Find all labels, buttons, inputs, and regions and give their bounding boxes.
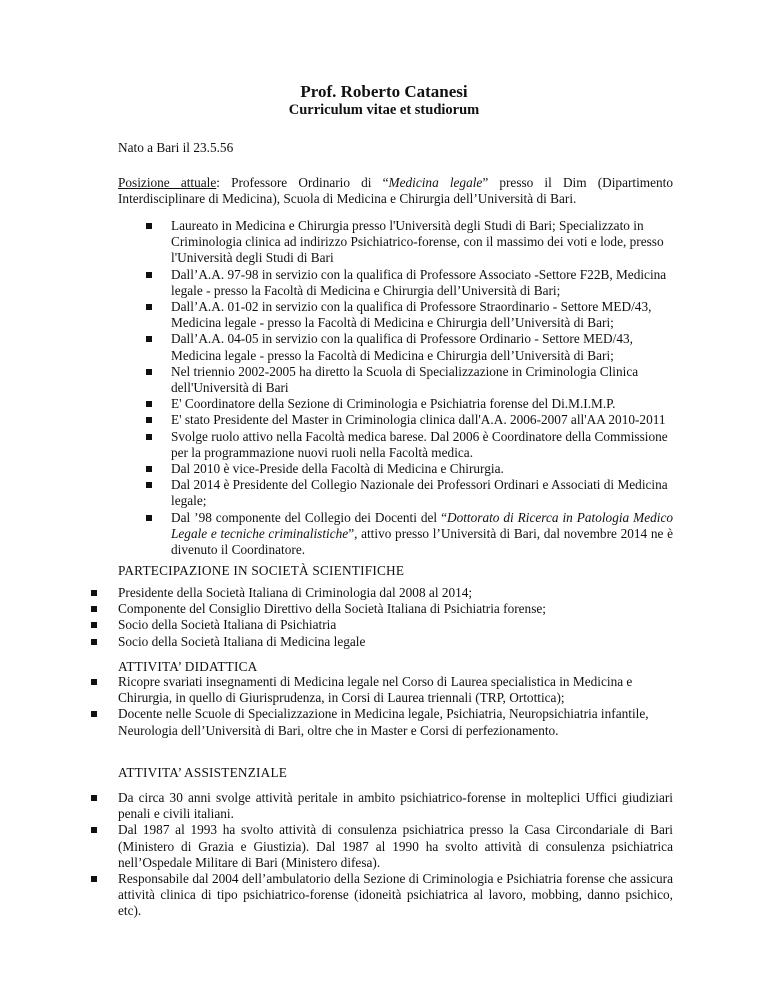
teaching-item-text: Ricopre svariati insegnamenti di Medicina legale nel Corso di Laurea specialistica in Medicina e Chirurgia, in quello di Giurisprudenza, in Corsi di Laurea triennali (TRP, Ortottica); xyxy=(118,674,633,706)
bullet-icon xyxy=(91,876,97,882)
career-item xyxy=(146,331,673,363)
career-item-text: ”, attivo presso l’Università di Bari, dal novembre 2014 ne è divenuto il Coordinatore. xyxy=(171,525,673,558)
position-label: Posizione attuale xyxy=(118,175,217,190)
society-item-text: Socio della Società Italiana di Psichiatria xyxy=(118,617,337,633)
assistance-item-text: Dal 1987 al 1993 ha svolto attività di consulenza psichiatrica presso la Casa Circondariale di Bari (Ministero di Grazia e Giustizia). Dal 1987 al 1990 ha svolto attività di consulenza psichiatrica nell’Ospedale Militare di Bari (Ministero difesa). xyxy=(118,822,673,870)
teaching-list xyxy=(91,674,673,739)
cv-name: Prof. Roberto Catanesi xyxy=(300,82,468,101)
career-item xyxy=(146,429,673,461)
doctorate-title: Dottorato di Ricerca in Patologia Medico Legale e tecniche criminalistiche xyxy=(171,509,674,541)
society-item-text: Socio della Società Italiana di Medicina legale xyxy=(118,633,366,649)
career-item xyxy=(146,412,673,428)
career-item-text: E' Coordinatore della Sezione di Criminologia e Psichiatria forense del Di.M.I.M.P. xyxy=(171,396,616,412)
bullet-icon xyxy=(146,304,152,310)
bullet-icon xyxy=(91,711,97,717)
assistance-item-text: Responsabile dal 2004 dell’ambulatorio della Sezione di Criminologia e Psichiatria forense che assicura attività clinica di tipo psichiatrico-forense (idoneità psichiatrica al lavoro, mobbing, danno psichico, etc). xyxy=(118,871,673,919)
career-item xyxy=(146,510,673,559)
bullet-icon xyxy=(146,417,152,423)
career-item xyxy=(146,461,673,477)
current-position xyxy=(118,175,673,207)
bullet-icon xyxy=(146,223,152,229)
society-item-text: Presidente della Società Italiana di Criminologia dal 2008 al 2014; xyxy=(118,585,473,600)
career-item xyxy=(146,218,673,267)
society-item-text: Componente del Consiglio Direttivo della Società Italiana di Psichiatria forense; xyxy=(118,601,546,617)
career-item-text: Dal ’98 componente del Collegio dei Docenti del “ xyxy=(171,509,447,525)
bullet-icon xyxy=(91,622,97,628)
career-item-text: Dall’A.A. 97-98 in servizio con la qualifica di Professore Associato -Settore F22B, Medicina legale - presso la Facoltà di Medicina e Chirurgia dell’Università di Bari; xyxy=(171,266,667,298)
bullet-icon xyxy=(91,590,97,596)
teaching-item xyxy=(91,674,673,706)
bullet-icon xyxy=(146,515,152,521)
bullet-icon xyxy=(91,827,97,833)
position-text-a: : Professore Ordinario di “ xyxy=(216,175,389,190)
bullet-icon xyxy=(91,639,97,645)
bullet-icon xyxy=(146,434,152,440)
career-item-text: Dall’A.A. 04-05 in servizio con la qualifica di Professore Ordinario - Settore MED/43, Medicina legale - presso la Facoltà di Medicina e Chirurgia dell’Università di Bari; xyxy=(171,331,633,363)
society-item xyxy=(91,634,673,650)
career-item-text: Laureato in Medicina e Chirurgia presso l'Università degli Studi di Bari; Specializzato in Criminologia clinica ad indirizzo Psichiatrico-forense, con il massimo dei voti e lode, presso l'Università degli Studi di Bari xyxy=(171,218,664,266)
bullet-icon xyxy=(91,679,97,685)
birth-info: Nato a Bari il 23.5.56 xyxy=(118,140,234,155)
society-item xyxy=(91,601,673,617)
bullet-icon xyxy=(146,272,152,278)
bullet-icon xyxy=(146,466,152,472)
career-item xyxy=(146,267,673,299)
career-item-text: Dal 2010 è vice-Preside della Facoltà di Medicina e Chirurgia. xyxy=(171,461,504,477)
career-item-text: Svolge ruolo attivo nella Facoltà medica barese. Dal 2006 è Coordinatore della Commissione per la programmazione nuovi ruoli nella Facoltà medica. xyxy=(171,428,668,460)
bullet-icon xyxy=(146,482,152,488)
cv-subtitle: Curriculum vitae et studiorum xyxy=(288,102,480,118)
societies-list xyxy=(91,585,673,650)
assistance-item xyxy=(91,822,673,871)
career-item xyxy=(146,364,673,396)
societies-heading: PARTECIPAZIONE IN SOCIETÀ SCIENTIFICHE xyxy=(118,563,405,578)
bullet-icon xyxy=(146,369,152,375)
bullet-icon xyxy=(91,606,97,612)
career-item-text: Dal 2014 è Presidente del Collegio Nazionale dei Professori Ordinari e Associati di Medicina legale; xyxy=(171,477,668,509)
career-item-text: Dall’A.A. 01-02 in servizio con la qualifica di Professore Straordinario - Settore MED/43, Medicina legale - presso la Facoltà di Medicina e Chirurgia dell’Università di Bari; xyxy=(171,299,652,331)
society-item xyxy=(91,617,673,633)
teaching-heading: ATTIVITA’ DIDATTICA xyxy=(118,659,258,674)
assistance-heading: ATTIVITA’ ASSISTENZIALE xyxy=(118,765,288,780)
career-item-text: E' stato Presidente del Master in Criminologia clinica dall'A.A. 2006-2007 all'AA 2010-2011 xyxy=(171,412,666,428)
career-item xyxy=(146,299,673,331)
career-item xyxy=(146,396,673,412)
teaching-item xyxy=(91,706,673,738)
position-text-b: ” presso il Dim (Dipartimento Interdisciplinare di Medicina), Scuola di Medicina e Chirurgia dell’Università di Bari. xyxy=(118,175,674,207)
bullet-icon xyxy=(91,795,97,801)
career-list xyxy=(146,218,673,558)
assistance-list xyxy=(91,790,673,920)
assistance-item-text: Da circa 30 anni svolge attività peritale in ambito psichiatrico-forense in molteplici Uffici giudiziari penali e civili italiani. xyxy=(118,790,673,822)
assistance-item xyxy=(91,790,673,822)
teaching-item-text: Docente nelle Scuole di Specializzazione in Medicina legale, Psichiatria, Neuropsichiatria infantile, Neurologia dell’Università di Bari, oltre che in Master e Corsi di perfezionamento. xyxy=(118,706,649,738)
society-item xyxy=(91,585,673,601)
career-item xyxy=(146,477,673,509)
career-item-text: Nel triennio 2002-2005 ha diretto la Scuola di Specializzazione in Criminologia Clinica dell'Università di Bari xyxy=(171,363,639,396)
position-discipline: Medicina legale xyxy=(388,175,483,190)
bullet-icon xyxy=(146,401,152,407)
bullet-icon xyxy=(146,336,152,342)
assistance-item xyxy=(91,871,673,920)
